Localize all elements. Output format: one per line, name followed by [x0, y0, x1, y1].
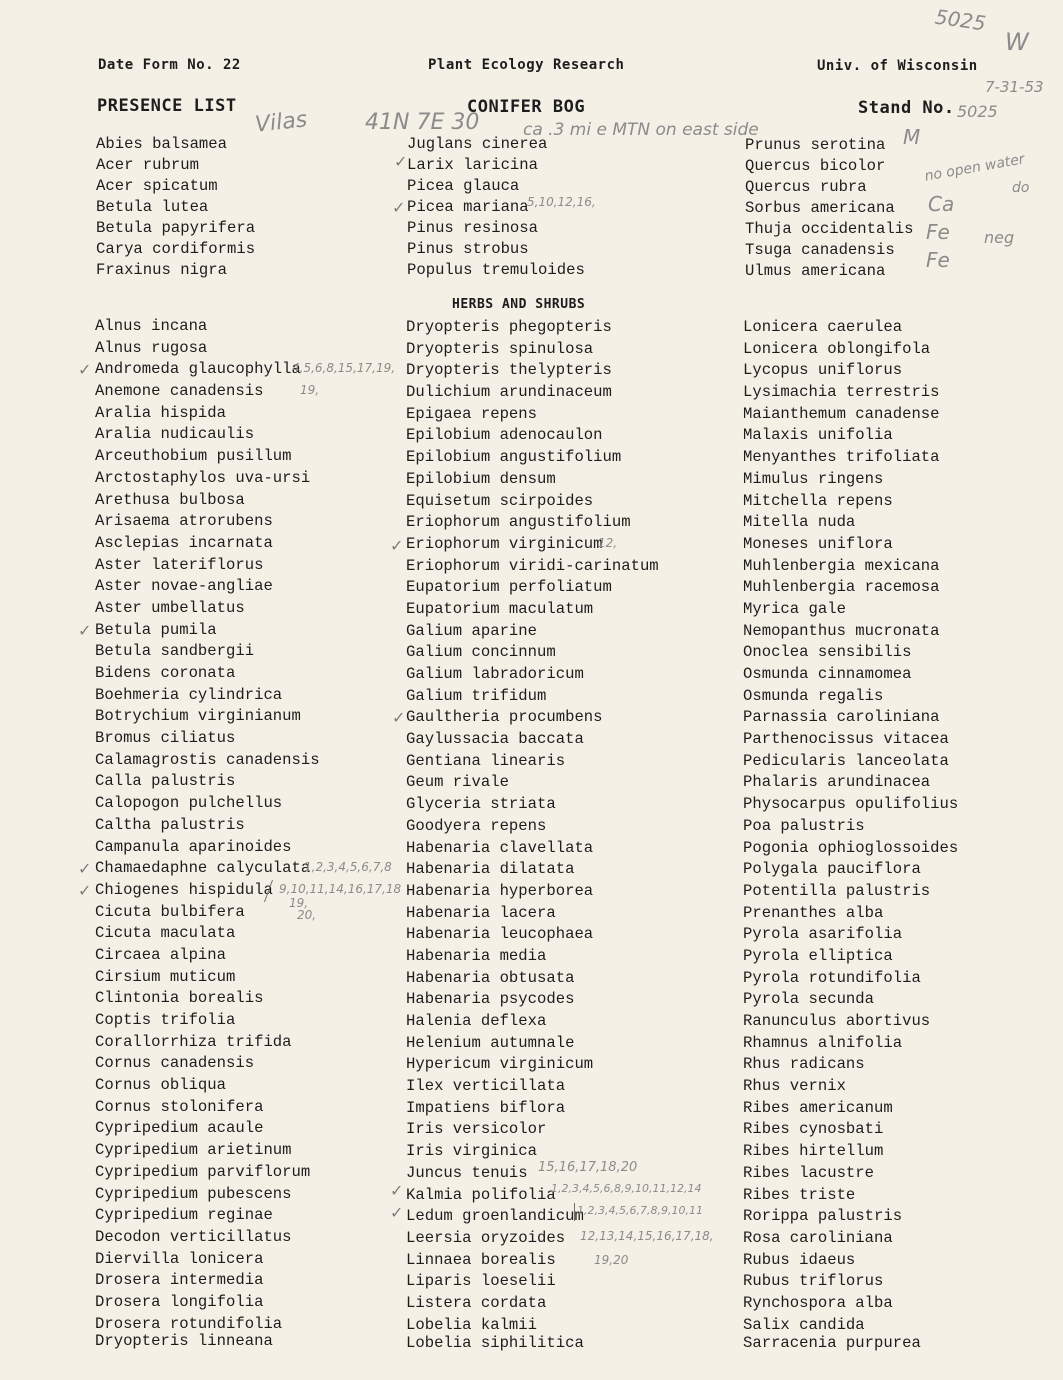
list-item: Geum rivale	[406, 773, 509, 792]
list-item: Aster novae-angliae	[95, 577, 273, 596]
stand-number-note: 5025	[957, 102, 998, 121]
list-item: Sarracenia purpurea	[743, 1333, 921, 1352]
list-item: Lobelia kalmii	[406, 1315, 538, 1334]
list-item: Liparis loeselii	[406, 1272, 556, 1291]
check-mark-icon: ✓	[78, 859, 92, 878]
list-item: Picea mariana	[407, 198, 529, 216]
list-item: Andromeda glaucophylla	[95, 360, 301, 379]
list-item: Anemone canadensis	[95, 382, 264, 401]
list-item: Eriophorum virginicum	[406, 534, 603, 553]
list-item: Osmunda cinnamomea	[743, 665, 912, 683]
chamaedaphne-stands-note: 1,2,3,4,5,6,7,8	[304, 860, 392, 874]
trees-column-3	[745, 135, 913, 282]
list-item: Listera cordata	[406, 1293, 547, 1312]
list-item: Cypripedium parviflorum	[95, 1162, 311, 1181]
list-item: Diervilla lonicera	[95, 1249, 264, 1268]
list-item: Prenanthes alba	[743, 903, 884, 922]
list-item: Cypripedium pubescens	[95, 1184, 292, 1203]
list-item: Quercus rubra	[745, 178, 867, 196]
juncus-stands-note: 15,16,17,18,20	[538, 1160, 638, 1175]
list-item: Alnus rugosa	[95, 338, 208, 357]
bracket-mark	[574, 1203, 581, 1221]
list-item: Pogonia ophioglossoides	[743, 838, 959, 857]
list-item: Kalmia polifolia	[406, 1185, 556, 1204]
list-item: Epilobium angustifolium	[406, 448, 622, 467]
list-item: Coptis trifolia	[95, 1011, 236, 1029]
andromeda-stands-note: 4,5,6,8,15,17,19,	[292, 361, 396, 375]
list-item: Boehmeria cylindrica	[95, 685, 283, 704]
list-item: Corallorrhiza trifida	[95, 1032, 292, 1051]
list-item: Cornus obliqua	[95, 1076, 227, 1095]
check-mark-icon: ✓	[78, 881, 92, 900]
list-item: Betula sandbergii	[95, 642, 255, 661]
list-item: Rorippa palustris	[743, 1207, 903, 1226]
list-item: Malaxis unifolia	[743, 426, 893, 445]
do-note: do	[1012, 180, 1030, 196]
list-item: Pinus resinosa	[407, 219, 539, 237]
list-item: Betula pumila	[95, 620, 217, 639]
list-item: Pyrola elliptica	[743, 946, 893, 965]
list-item: Cicuta maculata	[95, 924, 236, 943]
list-item: Drosera intermedia	[95, 1271, 264, 1290]
list-item: Ulmus americana	[745, 262, 886, 280]
list-item: Rhamnus alnifolia	[743, 1033, 903, 1052]
list-item: Habenaria clavellata	[406, 838, 594, 857]
list-item: Pyrola secunda	[743, 990, 875, 1009]
list-item: Drosera longifolia	[95, 1292, 264, 1311]
list-item: Epilobium densum	[406, 469, 556, 488]
list-item: Gentiana linearis	[406, 751, 566, 770]
kalmia-stands-note: 1,2,3,4,5,6,8,9,10,11,12,14	[551, 1182, 702, 1195]
list-item: Lycopus uniflorus	[743, 361, 903, 380]
list-item: Habenaria obtusata	[406, 968, 575, 987]
list-item: Juglans cinerea	[407, 135, 548, 153]
fe-note-1: Fe	[926, 220, 950, 244]
list-item: Cypripedium acaule	[95, 1119, 264, 1138]
check-mark-icon: ✓	[78, 621, 92, 640]
ledum-stands-note-b: 12,13,14,15,16,17,18,	[580, 1229, 714, 1243]
list-item: Arctostaphylos uva-ursi	[95, 468, 311, 487]
list-item: Impatiens biflora	[406, 1098, 566, 1117]
list-item: Acer spicatum	[96, 177, 218, 195]
list-item: Drosera rotundifolia	[95, 1314, 283, 1333]
list-item: Dulichium arundinaceum	[406, 383, 612, 402]
list-item: Betula papyrifera	[96, 219, 256, 237]
list-item: Parthenocissus vitacea	[743, 730, 949, 749]
trees-column-1	[96, 134, 255, 281]
ledum-stands-note-c: 19,20	[594, 1253, 629, 1267]
check-mark-icon: ✓	[394, 152, 408, 171]
neg-note: neg	[984, 228, 1015, 247]
list-item: Chamaedaphne calyculata	[95, 859, 311, 878]
list-item: Eupatorium maculatum	[406, 599, 594, 618]
list-item: Alnus incana	[95, 317, 208, 335]
list-item: Epigaea repens	[406, 404, 538, 423]
list-item: Habenaria lacera	[406, 903, 556, 922]
list-item: Parnassia caroliniana	[743, 708, 940, 727]
list-item: Habenaria leucophaea	[406, 925, 594, 944]
list-item: Iris virginica	[406, 1142, 538, 1161]
form-number: Date Form No. 22	[98, 57, 241, 73]
list-item: Gaultheria procumbens	[406, 708, 603, 727]
list-item: Pyrola rotundifolia	[743, 968, 921, 987]
list-item: Chiogenes hispidula	[95, 880, 273, 899]
list-item: Myrica gale	[743, 599, 846, 618]
list-item: Pinus strobus	[407, 240, 529, 258]
list-item: Linnaea borealis	[406, 1250, 556, 1269]
list-item: Abies balsamea	[96, 135, 228, 153]
list-item: Muhlenbergia racemosa	[743, 578, 940, 597]
list-item: Rubus idaeus	[743, 1250, 856, 1269]
list-item: Asclepias incarnata	[95, 533, 273, 552]
ca-note: Ca	[928, 192, 955, 216]
list-item: Bidens coronata	[95, 664, 236, 682]
list-item: Physocarpus opulifolius	[743, 795, 959, 814]
list-item: Epilobium adenocaulon	[406, 426, 603, 445]
list-item: Halenia deflexa	[406, 1012, 547, 1030]
list-item: Galium concinnum	[406, 643, 556, 662]
list-item: Dryopteris linneana	[95, 1331, 273, 1350]
list-item: Mimulus ringens	[743, 469, 884, 488]
county-note: Vilas	[253, 107, 309, 138]
list-item: Ribes cynosbati	[743, 1120, 884, 1139]
list-item: Glyceria striata	[406, 795, 556, 814]
list-item: Calopogon pulchellus	[95, 794, 283, 813]
list-item: Cypripedium reginae	[95, 1206, 273, 1225]
org-name: Plant Ecology Research	[428, 57, 625, 73]
list-item: Pyrola asarifolia	[743, 925, 903, 944]
university-name: Univ. of Wisconsin	[817, 58, 978, 74]
list-item: Polygala pauciflora	[743, 860, 921, 879]
list-item: Eupatorium perfoliatum	[406, 578, 612, 597]
herbs-column-1	[95, 316, 320, 1352]
date-note: 7-31-53	[985, 78, 1044, 96]
list-item: Phalaris arundinacea	[743, 773, 931, 792]
list-item: Lonicera caerulea	[743, 318, 903, 336]
list-item: Habenaria media	[406, 946, 547, 965]
list-item: Tsuga canadensis	[745, 241, 895, 259]
check-mark-icon: ✓	[390, 536, 404, 555]
stand-label: Stand No.	[858, 98, 955, 118]
list-item: Ledum groenlandicum	[406, 1207, 584, 1226]
corner-number-note: 5025	[933, 4, 988, 36]
list-item: Leersia oryzoides	[406, 1228, 566, 1247]
list-item: Potentilla palustris	[743, 881, 931, 900]
list-item: Arceuthobium pusillum	[95, 447, 292, 466]
list-item: Aster umbellatus	[95, 598, 245, 617]
list-item: Rynchospora alba	[743, 1293, 893, 1312]
check-mark-icon: ✓	[392, 708, 406, 727]
list-item: Moneses uniflora	[743, 534, 893, 553]
list-item: Thuja occidentalis	[745, 220, 914, 238]
list-item: Clintonia borealis	[95, 989, 264, 1008]
picea-stands-note: 5,10,12,16,	[527, 195, 596, 209]
list-item: Prunus serotina	[745, 136, 886, 154]
check-mark-icon: ✓	[78, 360, 92, 379]
flag-m-note: M	[903, 125, 921, 149]
list-item: Aster lateriflorus	[95, 555, 264, 574]
check-mark-icon: ✓	[390, 1181, 404, 1200]
list-item: Cypripedium arietinum	[95, 1141, 292, 1160]
list-item: Arethusa bulbosa	[95, 490, 245, 509]
list-item: Galium aparine	[406, 621, 538, 640]
list-item: Botrychium virginianum	[95, 707, 301, 726]
list-item: Rosa caroliniana	[743, 1228, 893, 1247]
list-item: Campanula aparinoides	[95, 837, 292, 856]
list-item: Eriophorum viridi-carinatum	[406, 556, 659, 575]
list-item: Betula lutea	[96, 198, 209, 216]
list-item: Fraxinus nigra	[96, 261, 228, 279]
location-note: 41N 7E 30	[365, 110, 480, 135]
list-item: Eriophorum angustifolium	[406, 513, 631, 532]
list-item: Cornus canadensis	[95, 1054, 255, 1073]
list-item: Osmunda regalis	[743, 686, 884, 705]
list-item: Nemopanthus mucronata	[743, 621, 940, 640]
list-item: Iris versicolor	[406, 1120, 547, 1139]
list-item: Larix laricina	[407, 156, 539, 174]
list-item: Ribes lacustre	[743, 1163, 875, 1182]
list-item: Dryopteris phegopteris	[406, 318, 612, 336]
list-item: Galium labradoricum	[406, 665, 584, 683]
list-item: Picea glauca	[407, 177, 520, 195]
list-item: Ribes americanum	[743, 1098, 893, 1117]
list-item: Pedicularis lanceolata	[743, 751, 949, 770]
list-item: Ribes hirtellum	[743, 1142, 884, 1161]
list-item: Mitchella repens	[743, 491, 893, 510]
list-item: Helenium autumnale	[406, 1033, 575, 1052]
list-item: Populus tremuloides	[407, 261, 585, 279]
list-item: Habenaria hyperborea	[406, 881, 594, 900]
list-item: Acer rubrum	[96, 156, 199, 174]
check-mark-icon: ✓	[392, 198, 406, 217]
chiogenes-stands-note-b: 19,	[289, 896, 309, 910]
list-item: Dryopteris spinulosa	[406, 339, 594, 358]
list-item: Calla palustris	[95, 772, 236, 791]
herbs-section-title: HERBS AND SHRUBS	[452, 297, 586, 312]
list-item: Galium trifidum	[406, 686, 547, 705]
anemone-stands-note: 19,	[300, 383, 320, 397]
list-item: Quercus bicolor	[745, 157, 886, 175]
list-item: Menyanthes trifoliata	[743, 448, 940, 467]
list-item: Caltha palustris	[95, 815, 245, 834]
list-item: Ribes triste	[743, 1185, 856, 1204]
list-title: PRESENCE LIST	[97, 96, 237, 116]
list-item: Ranunculus abortivus	[743, 1012, 931, 1030]
list-item: Mitella nuda	[743, 513, 856, 532]
list-item: Lonicera oblongifola	[743, 339, 931, 358]
list-item: Carya cordiformis	[96, 240, 256, 258]
list-item: Lobelia siphilitica	[406, 1333, 584, 1352]
list-item: Lysimachia terrestris	[743, 383, 940, 402]
list-item: Equisetum scirpoides	[406, 491, 594, 510]
list-item: Ilex verticillata	[406, 1077, 566, 1096]
list-item: Dryopteris thelypteris	[406, 361, 612, 380]
list-item: Rhus radicans	[743, 1055, 865, 1074]
list-item: Cicuta bulbifera	[95, 902, 245, 921]
chiogenes-stands-note-c: 20,	[297, 908, 317, 922]
list-item: Arisaema atrorubens	[95, 512, 273, 531]
list-item: Decodon verticillatus	[95, 1227, 292, 1246]
list-item: Habenaria psycodes	[406, 990, 575, 1009]
list-item: Muhlenbergia mexicana	[743, 556, 940, 575]
water-note: no open water	[923, 151, 1026, 185]
ledum-stands-note-a: 1,2,3,4,5,6,7,8,9,10,11	[577, 1204, 703, 1217]
list-item: Goodyera repens	[406, 816, 547, 835]
eriophorum-stands-note: 12,	[598, 536, 618, 550]
list-item: Hypericum virginicum	[406, 1055, 594, 1074]
list-item: Cirsium muticum	[95, 967, 236, 986]
list-item: Habenaria dilatata	[406, 860, 575, 879]
list-item: Bromus ciliatus	[95, 729, 236, 748]
list-item: Sorbus americana	[745, 199, 895, 217]
list-item: Cornus stolonifera	[95, 1097, 264, 1116]
list-item: Aralia hispida	[95, 403, 227, 422]
list-item: Rubus triflorus	[743, 1272, 884, 1291]
list-item: Maianthemum canadense	[743, 404, 940, 423]
list-item: Onoclea sensibilis	[743, 643, 912, 662]
herbs-column-2	[406, 317, 659, 1354]
chiogenes-stands-note-a: 9,10,11,14,16,17,18	[279, 882, 402, 896]
directions-note: ca .3 mi e MTN on east side	[523, 120, 759, 140]
list-item: Juncus tenuis	[406, 1163, 528, 1182]
community-title: CONIFER BOG	[467, 97, 586, 117]
list-item: Rhus vernix	[743, 1077, 846, 1096]
list-item: Aralia nudicaulis	[95, 425, 255, 444]
fe-note-2: Fe	[926, 248, 950, 272]
list-item: Salix candida	[743, 1315, 865, 1334]
list-item: Calamagrostis canadensis	[95, 750, 320, 769]
list-item: Poa palustris	[743, 816, 865, 835]
corner-letter-note: W	[1005, 28, 1029, 56]
list-item: Gaylussacia baccata	[406, 730, 584, 749]
herbs-column-3	[743, 317, 958, 1354]
list-item: Circaea alpina	[95, 945, 227, 964]
check-mark-icon: ✓	[390, 1203, 404, 1222]
